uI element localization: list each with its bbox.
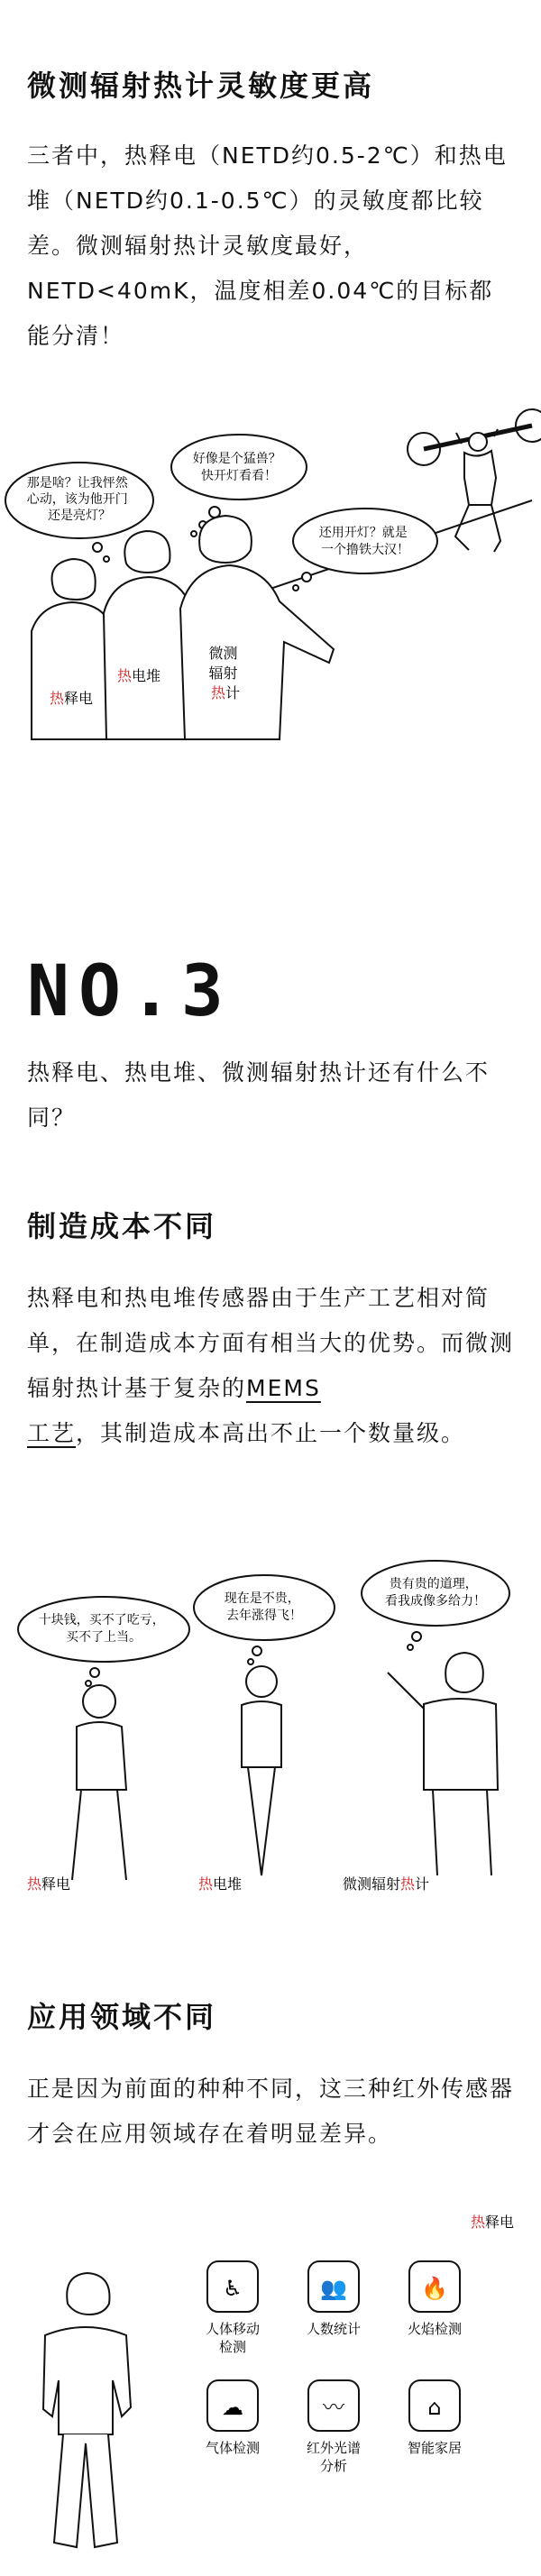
bubble-left-text: 那是啥？让我怦然 心动，该为他开门 还是亮灯？ bbox=[26, 476, 128, 523]
app-label: 人数统计 bbox=[306, 2321, 362, 2337]
person-microbolometer bbox=[388, 1653, 498, 1875]
label-thermopile: 热电堆 bbox=[117, 667, 161, 684]
person-pyroelectric bbox=[32, 559, 113, 739]
app-tile bbox=[408, 2261, 462, 2337]
sensitivity-paragraph: 三者中，热释电（NETD约0.5-2℃）和热电堆（NETD约0.1-0.5℃）的灵敏度都比较差。微测辐射热计灵敏度最好，NETD<40mK，温度相差0.04℃的目标都能分清！ bbox=[27, 142, 508, 349]
smart-home-icon: ⌂ bbox=[427, 2395, 442, 2420]
bubble-right-text: 还用开灯？就是 一个撸铁大汉！ bbox=[318, 526, 409, 557]
app-tile bbox=[206, 2261, 260, 2355]
person-thermopile bbox=[242, 1666, 281, 1875]
cost-paragraph: 热释电和热电堆传感器由于生产工艺相对简单，在制造成本方面有相当大的优势。而微测辐射热计基于复杂的MEMS 工艺，其制造成本高出不止一个数量级。 bbox=[27, 1285, 515, 1446]
app-tile bbox=[307, 2380, 361, 2474]
app-tile bbox=[206, 2380, 260, 2456]
section-title-sensitivity: 微测辐射热计灵敏度更高 bbox=[27, 69, 375, 103]
gas-icon: ☁ bbox=[222, 2395, 243, 2420]
spectrum-icon: 〰 bbox=[323, 2395, 344, 2420]
application-grid bbox=[206, 2261, 462, 2474]
applications-paragraph: 正是因为前面的种种不同，这三种红外传感器才会在应用领域存在着明显差异。 bbox=[27, 2076, 515, 2147]
app-label: 智能家居 bbox=[407, 2440, 463, 2456]
mems-term: MEMS bbox=[246, 1375, 321, 1401]
human-motion-icon: ♿ bbox=[223, 2276, 243, 2301]
bubble-left-text: 十块钱，买不了吃亏， 买不了上当。 bbox=[38, 1613, 165, 1645]
section-title-cost: 制造成本不同 bbox=[27, 1209, 217, 1243]
person-thermopile bbox=[104, 531, 192, 739]
bubble-right-text: 贵有贵的道理， 看我成像多给力！ bbox=[385, 1577, 486, 1609]
illustration-applications bbox=[0, 2200, 541, 2570]
corner-label-pyroelectric: 热释电 bbox=[470, 2214, 514, 2231]
section-title-applications: 应用领域不同 bbox=[27, 2000, 217, 2034]
app-label: 气体检测 bbox=[205, 2440, 261, 2456]
bubble-middle-text: 现在是不贵， 去年涨得飞！ bbox=[224, 1591, 302, 1623]
label-thermopile: 热电堆 bbox=[198, 1875, 243, 1893]
app-label: 火焰检测 bbox=[407, 2321, 463, 2337]
app-label: 人体移动检测 bbox=[205, 2321, 261, 2355]
section-number: NO.3 bbox=[27, 951, 233, 1032]
label-pyroelectric: 热释电 bbox=[27, 1875, 71, 1893]
label-pyroelectric: 热释电 bbox=[50, 690, 94, 707]
process-term: 工艺 bbox=[27, 1420, 77, 1446]
person-pyroelectric bbox=[72, 1685, 126, 1880]
app-tile bbox=[307, 2261, 361, 2337]
app-tile bbox=[408, 2380, 462, 2456]
difference-question: 热释电、热电堆、微测辐射热计还有什么不同？ bbox=[27, 1059, 491, 1131]
label-microbolometer: 微测 辐射 热计 bbox=[208, 645, 241, 701]
app-label: 红外光谱分析 bbox=[306, 2440, 362, 2474]
illustration-sensitivity bbox=[0, 406, 541, 766]
label-microbolometer: 微测辐射热计 bbox=[343, 1875, 430, 1893]
standing-person bbox=[43, 2273, 131, 2547]
people-count-icon: 👥 bbox=[320, 2276, 347, 2301]
flame-icon: 🔥 bbox=[421, 2276, 448, 2301]
illustration-cost bbox=[0, 1546, 541, 1907]
bubble-middle-text: 好像是个猛兽？ 快开灯看看！ bbox=[192, 452, 281, 483]
